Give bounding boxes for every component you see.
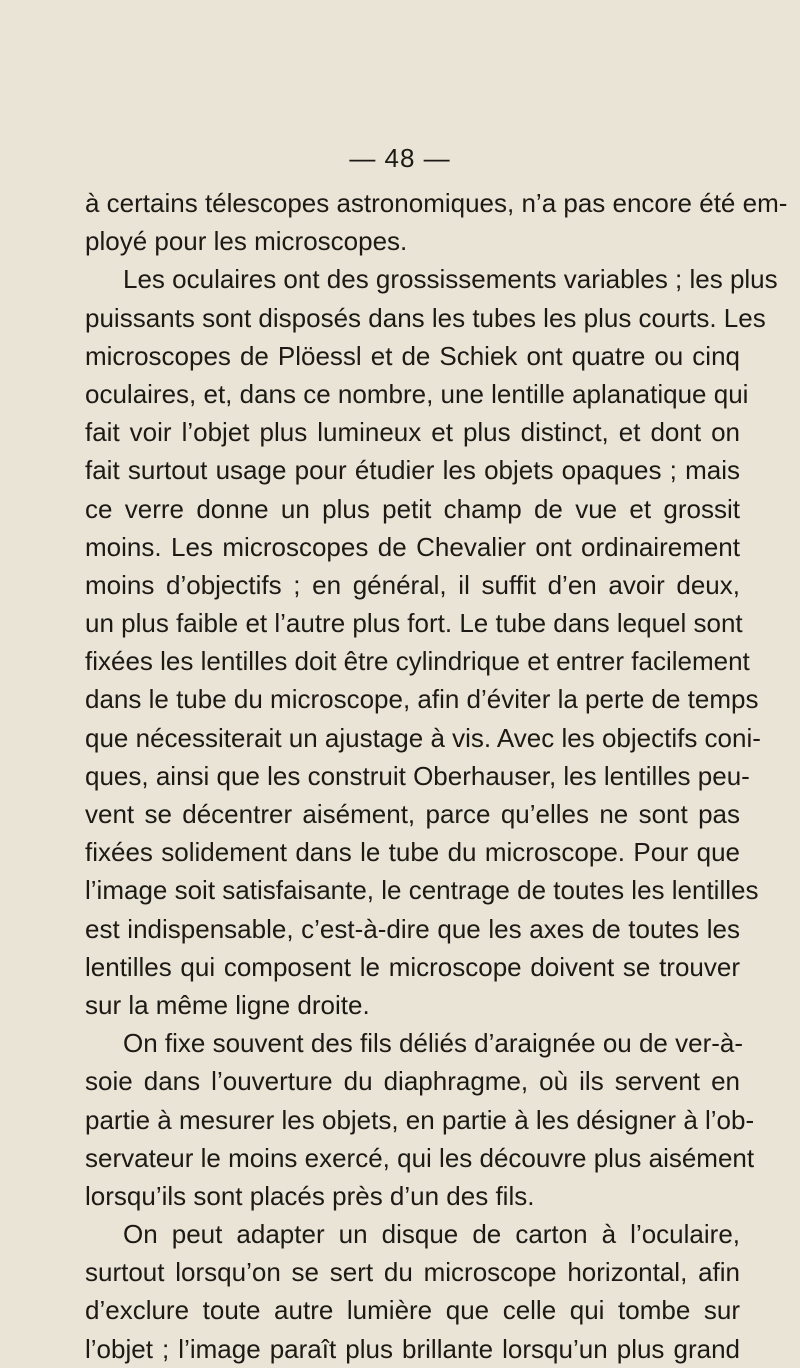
text-line: moins d’objectifs ; en général, il suffit d’en avoir deux, [85,569,740,600]
text-line: On fixe souvent des fils déliés d’araignée ou de ver-à- [123,1028,744,1059]
text-line: oculaires, et, dans ce nombre, une lentille aplanatique qui [85,378,749,409]
text-line: puissants sont disposés dans les tubes les plus courts. Les [85,302,766,333]
text-line: d’exclure toute autre lumière que celle qui tombe sur [85,1295,740,1326]
text-line: partie à mesurer les objets, en partie à les désigner à l’ob- [85,1104,755,1135]
text-line: fait surtout usage pour étudier les objets opaques ; mais [85,455,740,486]
text-line: fait voir l’objet plus lumineux et plus distinct, et dont on [85,417,740,448]
body-text [85,184,788,1368]
text-line: vent se décentrer aisément, parce qu’elles ne sont pas [85,799,740,829]
text-line: lentilles qui composent le microscope doivent se trouver [85,951,740,982]
text-line: lorsqu’ils sont placés près d’un des fils. [85,1180,535,1211]
text-line: à certains télescopes astronomiques, n’a pas encore été em- [85,188,788,218]
page-number: — 48 — [349,143,451,173]
text-line: ployé pour les microscopes. [85,226,408,257]
text-line: l’objet ; l’image paraît plus brillante lorsqu’un plus grand [85,1333,740,1364]
text-line: est indispensable, c’est-à-dire que les axes de toutes les [85,913,740,944]
text-line: ques, ainsi que les construit Oberhauser, les lentilles peu- [85,760,750,791]
text-line: fixées solidement dans le tube du microscope. Pour que [85,837,740,868]
text-line: microscopes de Plöessl et de Schiek ont quatre ou cinq [85,340,740,371]
text-line: l’image soit satisfaisante, le centrage de toutes les lentilles [85,875,759,906]
text-line: moins. Les microscopes de Chevalier ont ordinairement [85,531,740,562]
text-line: soie dans l’ouverture du diaphragme, où ils servent en [85,1066,740,1097]
text-line: que nécessiterait un ajustage à vis. Avec les objectifs coni- [85,722,761,753]
text-line: On peut adapter un disque de carton à l’oculaire, [123,1219,740,1250]
text-line: servateur le moins exercé, qui les découvre plus aisément [85,1142,755,1173]
text-line: dans le tube du microscope, afin d’éviter la perte de temps [85,684,759,715]
text-line: sur la même ligne droite. [85,989,370,1020]
text-line: fixées les lentilles doit être cylindrique et entrer facilement [85,646,750,677]
text-line: un plus faible et l’autre plus fort. Le tube dans lequel sont [85,608,743,639]
text-line: ce verre donne un plus petit champ de vue et grossit [85,493,740,524]
text-line: surtout lorsqu’on se sert du microscope horizontal, afin [85,1257,740,1288]
text-line: Les oculaires ont des grossissements variables ; les plus [123,264,778,295]
